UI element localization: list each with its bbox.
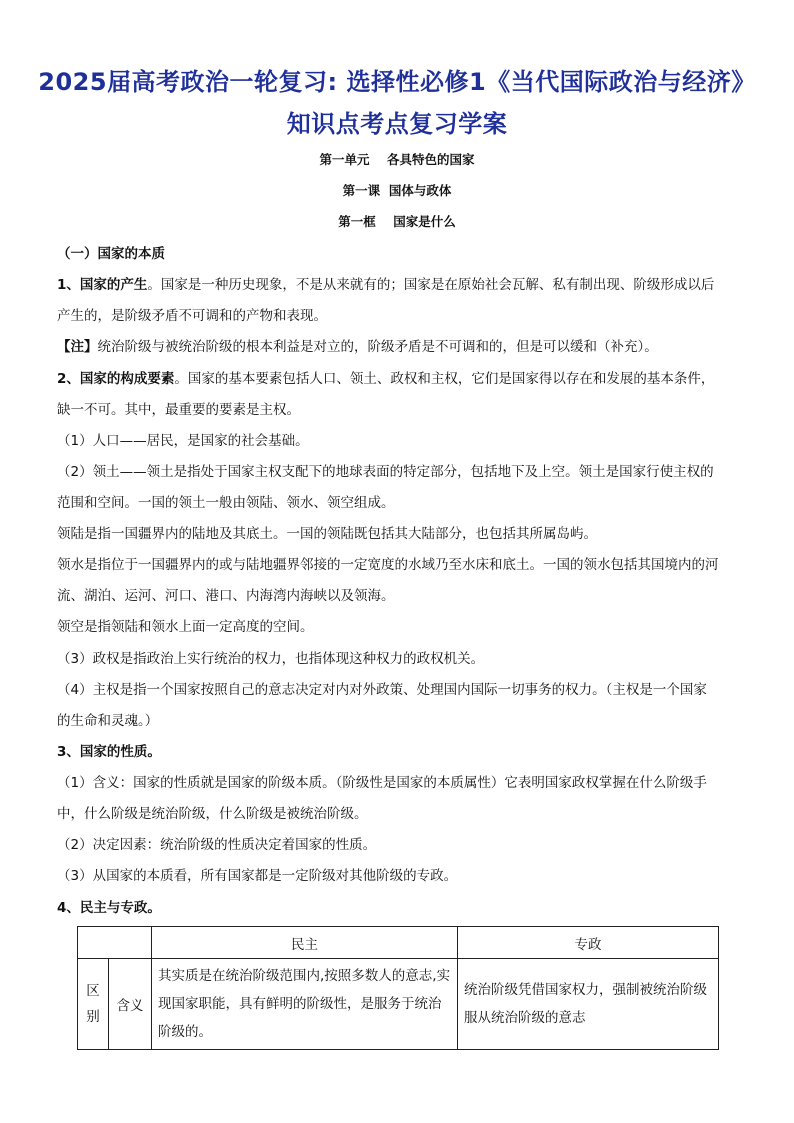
table-header-blank xyxy=(78,927,152,959)
land-territory-text: 领陆是指一国疆界内的陆地及其底土。一国的领陆既包括其大陆部分，也包括其所属岛屿。 xyxy=(57,526,597,542)
paragraph-2-line1 xyxy=(57,367,747,387)
population-item: （1）人口——居民，是国家的社会基础。 xyxy=(57,433,309,449)
airspace-text: 领空是指领陆和领水上面一定高度的空间。 xyxy=(57,619,314,635)
territorial-waters-line2: 流、湖泊、运河、河口、港口、内海湾内海峡以及领海。 xyxy=(57,588,395,604)
sovereignty-item-line1: （4）主权是指一个国家按照自己的意志决定对内对外政策、处理国内国际一切事务的权力。（主权是一个国家 xyxy=(57,682,707,698)
essence-statement: （3）从国家的本质看，所有国家都是一定阶级对其他阶级的专政。 xyxy=(57,868,458,884)
table-header-dictatorship: 专政 xyxy=(458,927,719,959)
note-heading: 【注】 xyxy=(57,339,98,355)
paragraph-1-text: 。国家是一种历史现象，不是从来就有的；国家是在原始社会瓦解、私有制出现、阶级形成以后 xyxy=(147,277,715,293)
note-text: 统治阶级与被统治阶级的根本利益是对立的，阶级矛盾是不可调和的，但是可以缓和（补充）。 xyxy=(97,339,658,355)
section-heading: （一）国家的本质 xyxy=(57,246,165,262)
paragraph-2-text: 。国家的基本要素包括人口、领土、政权和主权，它们是国家得以存在和发展的基本条件， xyxy=(174,371,715,387)
table-header-democracy: 民主 xyxy=(152,927,458,959)
sovereignty-item-line2: 的生命和灵魂。） xyxy=(57,713,159,729)
regime-item: （3）政权是指政治上实行统治的权力，也指体现这种权力的政权机关。 xyxy=(57,651,485,667)
determining-factor: （2）决定因素：统治阶级的性质决定着国家的性质。 xyxy=(57,837,377,853)
territory-item-line2: 范围和空间。一国的领土一般由领陆、领水、领空组成。 xyxy=(57,495,395,511)
row-label: 含义 xyxy=(109,959,152,1050)
document-title-line2: 知识点考点复习学案 xyxy=(286,110,508,138)
note-line xyxy=(57,335,747,355)
row-group-label: 区别 xyxy=(78,959,109,1050)
document-title-line1: 2025届高考政治一轮复习: 选择性必修1《当代国际政治与经济》 xyxy=(38,68,756,96)
dictatorship-cell: 统治阶级凭借国家权力，强制被统治阶级服从统治阶级的意志 xyxy=(458,959,719,1050)
comparison-table xyxy=(77,926,719,1050)
frame-heading: 第一框 国家是什么 xyxy=(338,214,456,229)
paragraph-2-line2: 缺一不可。其中，最重要的要素是主权。 xyxy=(57,402,300,418)
paragraph-3-heading: 3、国家的性质。 xyxy=(57,744,161,760)
paragraph-4-heading: 4、民主与专政。 xyxy=(57,900,161,916)
unit-heading: 第一单元 各具特色的国家 xyxy=(319,152,475,167)
paragraph-1-line1 xyxy=(57,273,747,293)
paragraph-2-heading: 2、国家的构成要素 xyxy=(57,371,175,387)
democracy-cell: 其实质是在统治阶级范围内,按照多数人的意志,实现国家职能，具有鲜明的阶级性，是服务于统治阶级的。 xyxy=(152,959,458,1050)
table-header-row xyxy=(78,927,719,959)
paragraph-1-heading: 1、国家的产生 xyxy=(57,277,148,293)
lesson-heading: 第一课 国体与政体 xyxy=(342,183,452,198)
paragraph-1-line2: 产生的，是阶级矛盾不可调和的产物和表现。 xyxy=(57,308,327,324)
territory-item-line1: （2）领土——领土是指处于国家主权支配下的地球表面的特定部分，包括地下及上空。领土是国家行使主权的 xyxy=(57,464,714,480)
nature-definition-line2: 中，什么阶级是统治阶级，什么阶级是被统治阶级。 xyxy=(57,806,368,822)
table-row xyxy=(78,959,719,1050)
territorial-waters-line1: 领水是指位于一国疆界内的或与陆地疆界邻接的一定宽度的水域乃至水床和底土。一国的领水包括其国境内的河 xyxy=(57,557,719,573)
nature-definition-line1: （1）含义：国家的性质就是国家的阶级本质。（阶级性是国家的本质属性）它表明国家政权掌握在什么阶级手 xyxy=(57,775,707,791)
